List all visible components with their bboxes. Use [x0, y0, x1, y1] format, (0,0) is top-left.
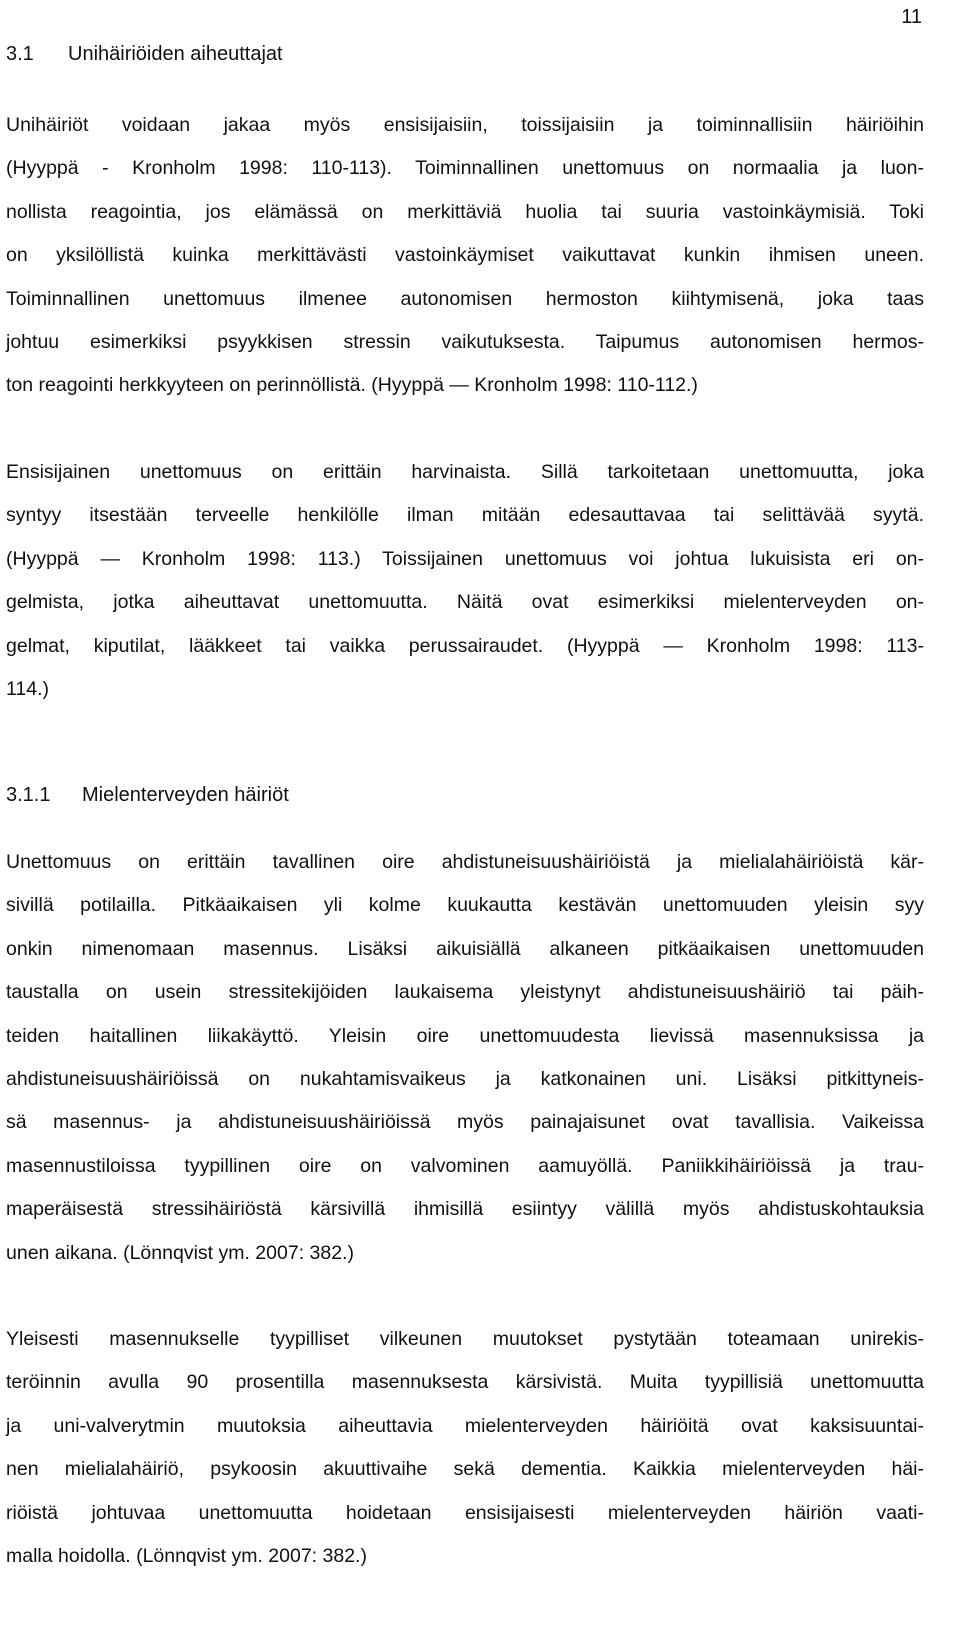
text-line: malla hoidolla. (Lönnqvist ym. 2007: 382.) [6, 1544, 367, 1567]
text-line: syntyy itsestään terveelle henkilölle ilman mitään edesauttavaa tai selittävää syytä. [6, 504, 924, 527]
text-line: gelmat, kiputilat, lääkkeet tai vaikka perussairaudet. (Hyyppä — Kronholm 1998: 113- [6, 634, 924, 657]
text-line: ton reagointi herkkyyteen on perinnöllistä. (Hyyppä — Kronholm 1998: 110-112.) [6, 374, 698, 397]
paragraph [6, 104, 924, 408]
text-line: Toiminnallinen unettomuus ilmenee autonomisen hermoston kiihtymisenä, joka taas [6, 287, 924, 310]
text-line: taustalla on usein stressitekijöiden laukaisema yleistynyt ahdistuneisuushäiriö tai päih- [6, 981, 924, 1004]
subsection-number: 3.1.1 [6, 784, 51, 806]
text-line: on yksilöllistä kuinka merkittävästi vastoinkäymiset vaikuttavat kunkin ihmisen uneen. [6, 244, 924, 267]
subsection-heading [6, 782, 289, 808]
text-line: ahdistuneisuushäiriöissä on nukahtamisvaikeus ja katkonainen uni. Lisäksi pitkittyneis- [6, 1067, 924, 1090]
paragraph [6, 1318, 924, 1578]
text-line: riöistä johtuvaa unettomuutta hoidetaan ensisijaisesti mielenterveyden häiriön vaati- [6, 1501, 924, 1524]
text-line: johtuu esimerkiksi psyykkisen stressin vaikutuksesta. Taipumus autonomisen hermos- [6, 330, 924, 353]
text-line: teiden haitallinen liikakäyttö. Yleisin oire unettomuudesta lievissä masennuksissa ja [6, 1024, 924, 1047]
section-number: 3.1 [6, 43, 34, 65]
text-line: teröinnin avulla 90 prosentilla masennuksesta kärsivistä. Muita tyypillisiä unettomuutta [6, 1371, 924, 1394]
text-line: 114.) [6, 677, 49, 700]
paragraph [6, 841, 924, 1275]
text-line: masennustiloissa tyypillinen oire on valvominen aamuyöllä. Paniikkihäiriöissä ja trau- [6, 1154, 924, 1177]
text-line: Yleisesti masennukselle tyypilliset vilkeunen muutokset pystytään toteamaan unirekis- [6, 1328, 924, 1350]
text-line: sä masennus- ja ahdistuneisuushäiriöissä myös painajaisunet ovat tavallisia. Vaikeissa [6, 1111, 924, 1134]
text-line: sivillä potilailla. Pitkäaikaisen yli kolme kuukautta kestävän unettomuuden yleisin syy [6, 894, 924, 917]
section-heading [6, 41, 283, 67]
text-line: maperäisestä stressihäiriöstä kärsivillä ihmisillä esiintyy välillä myös ahdistuskohtauksia [6, 1198, 924, 1221]
text-line: (Hyyppä - Kronholm 1998: 110-113). Toiminnallinen unettomuus on normaalia ja luon- [6, 157, 924, 180]
text-line: ja uni-valverytmin muutoksia aiheuttavia mielenterveyden häiriöitä ovat kaksisuuntai- [6, 1414, 924, 1437]
text-line: nen mielialahäiriö, psykoosin akuuttivaihe sekä dementia. Kaikkia mielenterveyden häi- [6, 1458, 924, 1481]
text-line: gelmista, jotka aiheuttavat unettomuutta. Näitä ovat esimerkiksi mielenterveyden on- [6, 591, 924, 614]
page-number: 11 [901, 6, 922, 28]
subsection-title: Mielenterveyden häiriöt [82, 784, 289, 806]
text-line: Unettomuus on erittäin tavallinen oire ahdistuneisuushäiriöistä ja mielialahäiriöistä kär- [6, 851, 924, 873]
text-line: onkin nimenomaan masennus. Lisäksi aikuisiällä alkaneen pitkäaikaisen unettomuuden [6, 937, 924, 960]
text-line: Unihäiriöt voidaan jakaa myös ensisijaisiin, toissijaisiin ja toiminnallisiin häiriöihin [6, 114, 924, 136]
text-line: (Hyyppä — Kronholm 1998: 113.) Toissijainen unettomuus voi johtua lukuisista eri on- [6, 547, 924, 570]
paragraph [6, 451, 924, 711]
text-line: unen aikana. (Lönnqvist ym. 2007: 382.) [6, 1241, 354, 1264]
section-title: Unihäiriöiden aiheuttajat [68, 43, 283, 65]
text-line: nollista reagointia, jos elämässä on merkittäviä huolia tai suuria vastoinkäymisiä. Toki [6, 200, 924, 223]
text-line: Ensisijainen unettomuus on erittäin harvinaista. Sillä tarkoitetaan unettomuutta, joka [6, 461, 924, 483]
